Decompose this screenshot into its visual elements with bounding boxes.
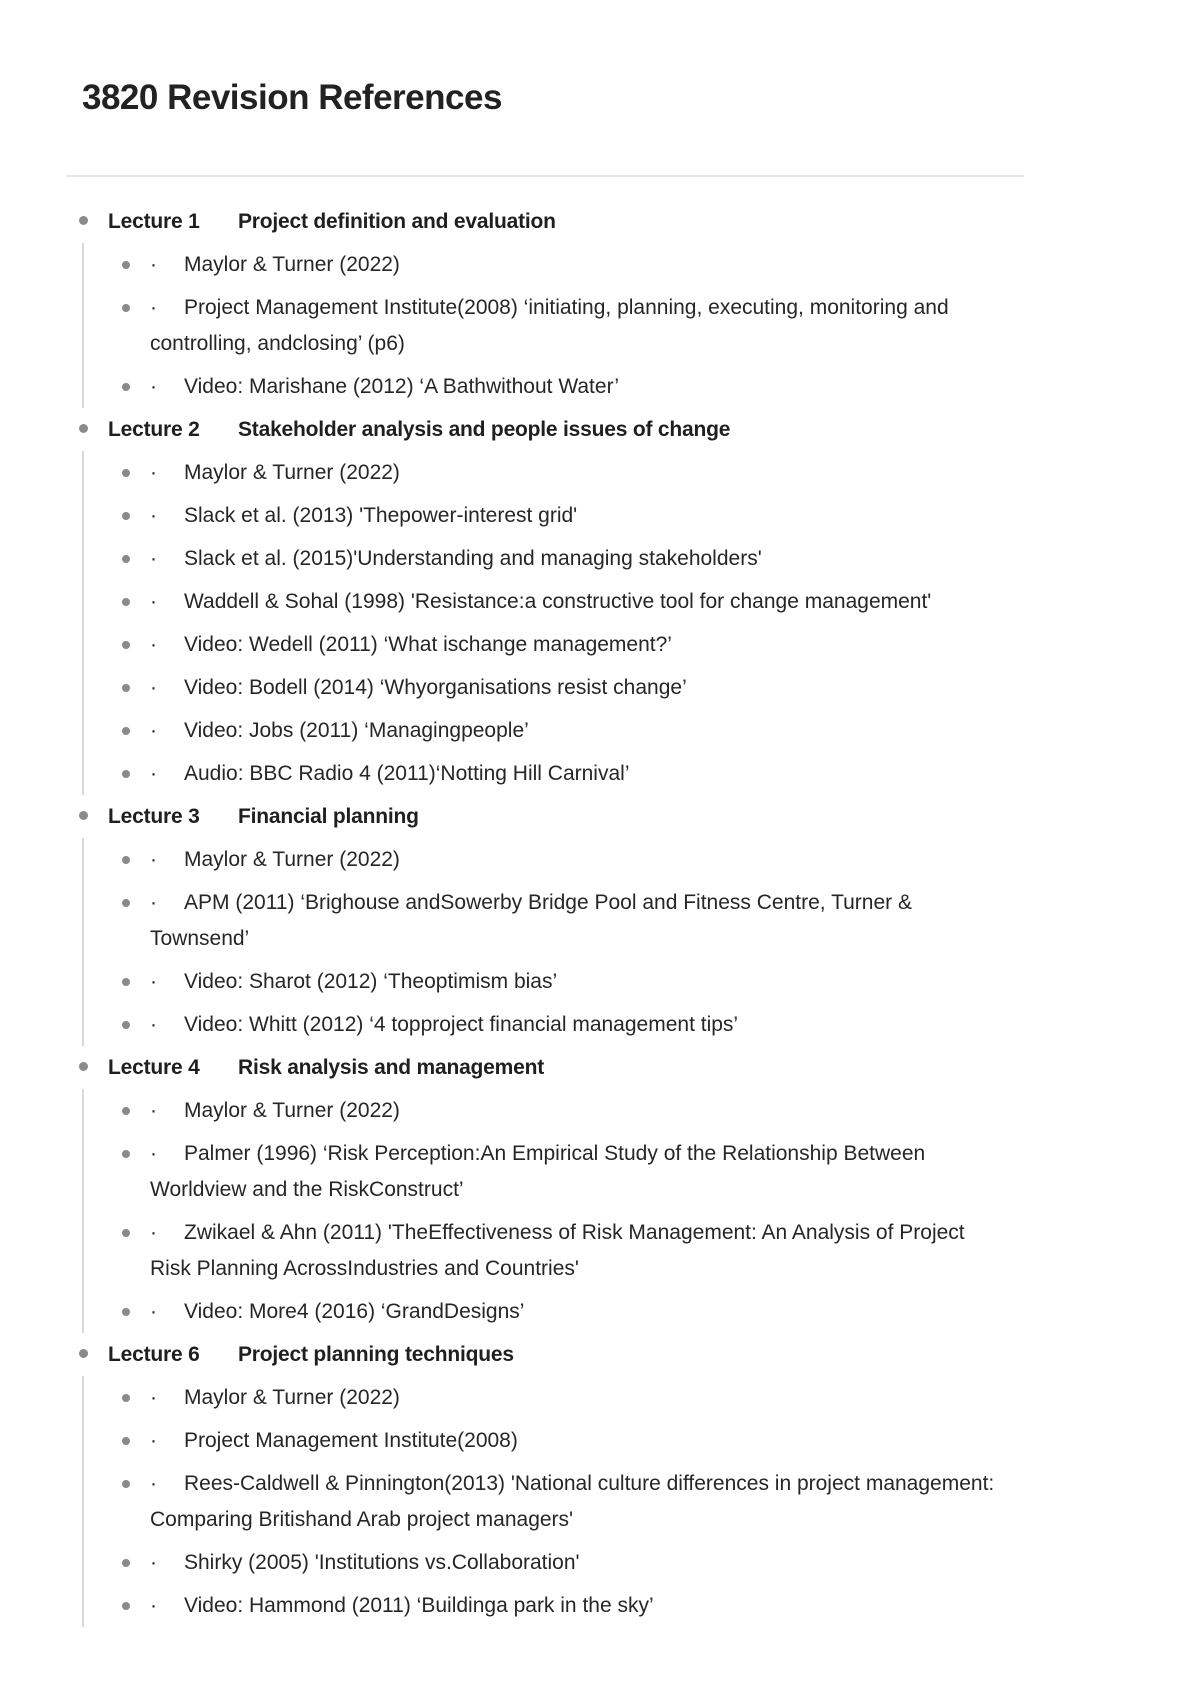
reference-item bbox=[84, 1584, 1030, 1627]
reference-text: Project Management Institute(2008) bbox=[184, 1429, 518, 1452]
middle-dot-marker: · bbox=[150, 1551, 157, 1574]
middle-dot-marker: · bbox=[150, 1221, 157, 1244]
reference-text: Maylor & Turner (2022) bbox=[184, 253, 400, 276]
lecture-topic: Project planning techniques bbox=[238, 1342, 514, 1366]
bullet-dot-icon[interactable] bbox=[122, 1394, 130, 1402]
middle-dot-marker: · bbox=[150, 1429, 157, 1452]
page-title: 3820 Revision References bbox=[82, 78, 502, 117]
middle-dot-marker: · bbox=[150, 848, 157, 871]
bullet-dot-icon[interactable] bbox=[122, 899, 130, 907]
lecture-outline bbox=[70, 200, 1030, 1627]
bullet-dot-icon[interactable] bbox=[122, 770, 130, 778]
reference-item bbox=[84, 838, 1030, 881]
middle-dot-marker: · bbox=[150, 1142, 157, 1165]
bullet-dot-icon[interactable] bbox=[122, 512, 130, 520]
bullet-dot-icon[interactable] bbox=[122, 1229, 130, 1237]
lecture-number: Lecture 2 bbox=[108, 417, 200, 441]
reference-item bbox=[84, 1541, 1030, 1584]
reference-item bbox=[84, 1089, 1030, 1132]
lecture-heading[interactable] bbox=[70, 408, 1030, 451]
bullet-dot-icon[interactable] bbox=[122, 856, 130, 864]
bullet-dot-icon[interactable] bbox=[122, 555, 130, 563]
lecture-topic: Financial planning bbox=[238, 804, 419, 828]
reference-list bbox=[82, 838, 1030, 1046]
reference-text: Waddell & Sohal (1998) 'Resistance:a constructive tool for change management' bbox=[184, 590, 932, 613]
bullet-dot-icon[interactable] bbox=[79, 216, 88, 225]
lecture-item bbox=[70, 795, 1030, 1046]
reference-item bbox=[84, 365, 1030, 408]
reference-text: Video: Jobs (2011) ‘Managingpeople’ bbox=[184, 719, 529, 742]
reference-text: Shirky (2005) 'Institutions vs.Collaboration' bbox=[184, 1551, 580, 1574]
middle-dot-marker: · bbox=[150, 375, 157, 398]
reference-item bbox=[84, 494, 1030, 537]
reference-text: Zwikael & Ahn (2011) 'TheEffectiveness of Risk Management: An Analysis of Project Risk Planning AcrossIndustries and Countries' bbox=[150, 1221, 965, 1280]
bullet-dot-icon[interactable] bbox=[79, 1062, 88, 1071]
reference-text: Video: Whitt (2012) ‘4 topproject financial management tips’ bbox=[184, 1013, 739, 1036]
reference-item bbox=[84, 666, 1030, 709]
bullet-dot-icon[interactable] bbox=[79, 811, 88, 820]
reference-text: APM (2011) ‘Brighouse andSowerby Bridge Pool and Fitness Centre, Turner & Townsend’ bbox=[150, 891, 912, 950]
reference-item bbox=[84, 960, 1030, 1003]
middle-dot-marker: · bbox=[150, 1472, 157, 1495]
reference-text: Video: Sharot (2012) ‘Theoptimism bias’ bbox=[184, 970, 558, 993]
middle-dot-marker: · bbox=[150, 547, 157, 570]
reference-text: Project Management Institute(2008) ‘initiating, planning, executing, monitoring and controlling, andclosing’ (p6) bbox=[150, 296, 949, 355]
reference-item bbox=[84, 881, 1030, 960]
middle-dot-marker: · bbox=[150, 504, 157, 527]
middle-dot-marker: · bbox=[150, 970, 157, 993]
reference-item bbox=[84, 1132, 1030, 1211]
lecture-topic: Risk analysis and management bbox=[238, 1055, 545, 1079]
reference-item bbox=[84, 537, 1030, 580]
reference-text: Video: More4 (2016) ‘GrandDesigns’ bbox=[184, 1300, 525, 1323]
reference-text: Maylor & Turner (2022) bbox=[184, 1099, 400, 1122]
reference-text: Video: Bodell (2014) ‘Whyorganisations resist change’ bbox=[184, 676, 687, 699]
title-divider bbox=[66, 175, 1024, 177]
reference-item bbox=[84, 1211, 1030, 1290]
reference-item bbox=[84, 1419, 1030, 1462]
reference-item bbox=[84, 243, 1030, 286]
reference-item bbox=[84, 752, 1030, 795]
lecture-number: Lecture 6 bbox=[108, 1342, 200, 1366]
bullet-dot-icon[interactable] bbox=[79, 1349, 88, 1358]
lecture-item bbox=[70, 408, 1030, 795]
bullet-dot-icon[interactable] bbox=[122, 684, 130, 692]
reference-text: Slack et al. (2015)'Understanding and managing stakeholders' bbox=[184, 547, 762, 570]
middle-dot-marker: · bbox=[150, 1300, 157, 1323]
reference-item bbox=[84, 286, 1030, 365]
middle-dot-marker: · bbox=[150, 633, 157, 656]
reference-list bbox=[82, 451, 1030, 795]
lecture-item bbox=[70, 1333, 1030, 1627]
reference-text: Maylor & Turner (2022) bbox=[184, 1386, 400, 1409]
reference-text: Audio: BBC Radio 4 (2011)‘Notting Hill Carnival’ bbox=[184, 762, 630, 785]
reference-item bbox=[84, 580, 1030, 623]
middle-dot-marker: · bbox=[150, 1386, 157, 1409]
bullet-dot-icon[interactable] bbox=[122, 469, 130, 477]
middle-dot-marker: · bbox=[150, 1013, 157, 1036]
middle-dot-marker: · bbox=[150, 719, 157, 742]
bullet-dot-icon[interactable] bbox=[122, 978, 130, 986]
middle-dot-marker: · bbox=[150, 253, 157, 276]
middle-dot-marker: · bbox=[150, 461, 157, 484]
lecture-heading[interactable] bbox=[70, 1333, 1030, 1376]
lecture-item bbox=[70, 1046, 1030, 1333]
bullet-dot-icon[interactable] bbox=[122, 641, 130, 649]
bullet-dot-icon[interactable] bbox=[122, 1021, 130, 1029]
middle-dot-marker: · bbox=[150, 1594, 157, 1617]
reference-text: Video: Marishane (2012) ‘A Bathwithout Water’ bbox=[184, 375, 620, 398]
reference-list bbox=[82, 1089, 1030, 1333]
reference-list bbox=[82, 1376, 1030, 1627]
reference-item bbox=[84, 1290, 1030, 1333]
bullet-dot-icon[interactable] bbox=[122, 1437, 130, 1445]
reference-item bbox=[84, 1462, 1030, 1541]
bullet-dot-icon[interactable] bbox=[122, 598, 130, 606]
lecture-heading[interactable] bbox=[70, 1046, 1030, 1089]
reference-item bbox=[84, 451, 1030, 494]
reference-text: Slack et al. (2013) 'Thepower-interest grid' bbox=[184, 504, 578, 527]
reference-text: Video: Hammond (2011) ‘Buildinga park in the sky’ bbox=[184, 1594, 654, 1617]
bullet-dot-icon[interactable] bbox=[122, 727, 130, 735]
middle-dot-marker: · bbox=[150, 891, 157, 914]
bullet-dot-icon[interactable] bbox=[122, 1480, 130, 1488]
lecture-number: Lecture 1 bbox=[108, 209, 200, 233]
middle-dot-marker: · bbox=[150, 590, 157, 613]
reference-text: Palmer (1996) ‘Risk Perception:An Empirical Study of the Relationship Between Worldview and the RiskConstruct’ bbox=[150, 1142, 926, 1201]
reference-item bbox=[84, 1003, 1030, 1046]
middle-dot-marker: · bbox=[150, 762, 157, 785]
lecture-heading[interactable] bbox=[70, 200, 1030, 243]
reference-text: Rees-Caldwell & Pinnington(2013) 'National culture differences in project management: Comparing Britishand Arab project managers' bbox=[150, 1472, 995, 1531]
bullet-dot-icon[interactable] bbox=[122, 261, 130, 269]
bullet-dot-icon[interactable] bbox=[122, 1602, 130, 1610]
bullet-dot-icon[interactable] bbox=[122, 1150, 130, 1158]
bullet-dot-icon[interactable] bbox=[122, 304, 130, 312]
lecture-heading[interactable] bbox=[70, 795, 1030, 838]
lecture-item bbox=[70, 200, 1030, 408]
lecture-topic: Project definition and evaluation bbox=[238, 209, 556, 233]
bullet-dot-icon[interactable] bbox=[122, 1107, 130, 1115]
reference-text: Maylor & Turner (2022) bbox=[184, 461, 400, 484]
bullet-dot-icon[interactable] bbox=[122, 383, 130, 391]
lecture-number: Lecture 3 bbox=[108, 804, 200, 828]
reference-text: Video: Wedell (2011) ‘What ischange management?’ bbox=[184, 633, 672, 656]
bullet-dot-icon[interactable] bbox=[122, 1308, 130, 1316]
reference-text: Maylor & Turner (2022) bbox=[184, 848, 400, 871]
reference-item bbox=[84, 709, 1030, 752]
lecture-number: Lecture 4 bbox=[108, 1055, 200, 1079]
middle-dot-marker: · bbox=[150, 1099, 157, 1122]
middle-dot-marker: · bbox=[150, 296, 157, 319]
reference-list bbox=[82, 243, 1030, 408]
reference-item bbox=[84, 1376, 1030, 1419]
bullet-dot-icon[interactable] bbox=[79, 424, 88, 433]
middle-dot-marker: · bbox=[150, 676, 157, 699]
reference-item bbox=[84, 623, 1030, 666]
lecture-topic: Stakeholder analysis and people issues of change bbox=[238, 417, 731, 441]
bullet-dot-icon[interactable] bbox=[122, 1559, 130, 1567]
